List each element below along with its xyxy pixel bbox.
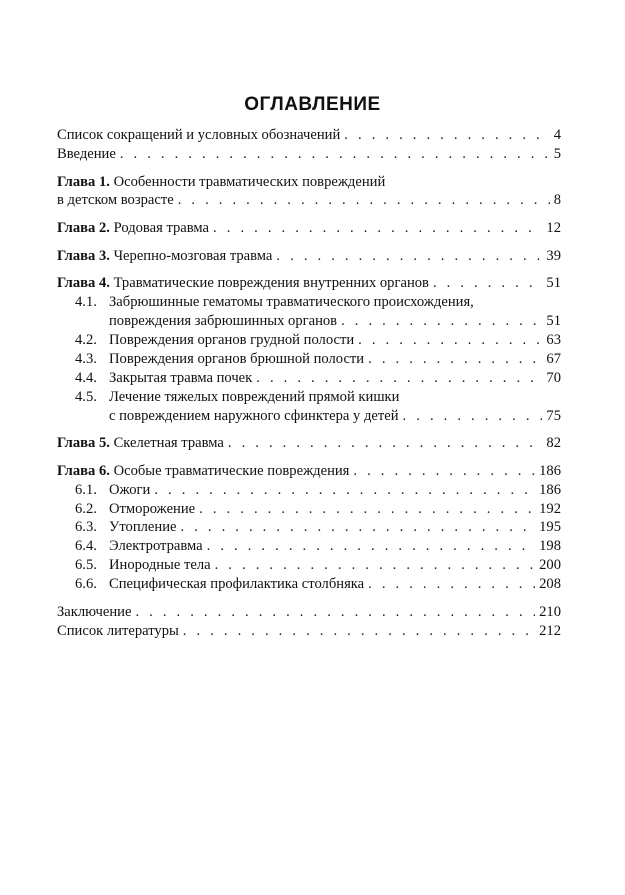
toc-entry-introduction[interactable] (57, 145, 561, 164)
toc-entry-section-6-3[interactable] (57, 518, 561, 537)
section-number: 4.1. (75, 294, 97, 311)
toc-entry-title: Утопление (109, 519, 177, 536)
section-number: 6.4. (75, 538, 97, 555)
toc-entry-title: Травматические повреждения внутренних органов (113, 275, 429, 292)
dot-leader (183, 622, 535, 641)
toc-entry-title: Список литературы (57, 622, 179, 639)
toc-entry-title: Скелетная травма (113, 435, 224, 452)
toc-entry-abbreviations[interactable] (57, 126, 561, 145)
chapter-label: Глава 6. (57, 462, 110, 479)
toc-entry-title: Черепно-мозговая травма (113, 247, 273, 264)
chapter-label: Глава 3. (57, 247, 110, 264)
toc-entry-title: Список сокращений и условных обозначений (57, 127, 341, 143)
section-number: 4.2. (75, 331, 97, 348)
toc-entry-title: Родовая травма (113, 220, 210, 236)
toc-entry-title-continued: в детском возрасте (57, 192, 174, 209)
section-number: 6.1. (75, 481, 97, 498)
toc-page-number: 51 (546, 313, 561, 329)
dot-leader (180, 518, 535, 537)
toc-page-number: 192 (539, 500, 561, 517)
toc-page-number: 200 (539, 557, 561, 574)
toc-entry-title: Введение (57, 145, 116, 162)
toc-entry-section-6-2[interactable] (57, 500, 561, 519)
toc-page-number: 195 (539, 519, 561, 536)
dot-leader (433, 274, 542, 293)
toc-entry-title: Электротравма (109, 538, 203, 555)
dot-leader (215, 556, 536, 575)
dot-leader (120, 145, 550, 164)
dot-leader (154, 481, 535, 500)
toc-entry-conclusion[interactable] (57, 603, 561, 622)
page-title: ОГЛАВЛЕНИЕ (244, 94, 381, 115)
toc-entry-title: Заключение (57, 603, 132, 620)
toc-entry-title-continued: с повреждением наружного сфинктера у детей (109, 407, 399, 424)
toc-page-number: 8 (553, 192, 561, 209)
toc-entry-section-4-2[interactable] (57, 331, 561, 350)
dot-leader (213, 219, 542, 238)
dot-leader (344, 126, 549, 145)
dot-leader (341, 312, 542, 331)
toc-page-number: 67 (546, 350, 561, 367)
section-number: 4.3. (75, 350, 97, 367)
chapter-label: Глава 2. (57, 220, 110, 236)
section-number: 6.6. (75, 576, 97, 593)
toc-page-number: 12 (546, 220, 561, 236)
toc-entry-title: Специфическая профилактика столбняка (109, 576, 365, 593)
toc-page-number: 212 (539, 622, 561, 639)
toc-page-number: 5 (553, 145, 561, 162)
toc-entry-title: Отморожение (109, 500, 196, 517)
toc-page-number: 39 (546, 247, 561, 264)
table-of-contents (57, 126, 561, 641)
section-number: 4.5. (75, 388, 97, 405)
toc-entry-section-4-5[interactable] (57, 388, 561, 426)
chapter-label: Глава 1. (57, 173, 110, 190)
dot-leader (207, 537, 535, 556)
toc-page-number: 75 (546, 407, 561, 424)
toc-page-number: 63 (546, 331, 561, 348)
toc-entry-chapter-2[interactable] (57, 219, 561, 238)
dot-leader (353, 462, 535, 481)
toc-entry-title: Закрытая травма почек (109, 369, 253, 386)
toc-entry-section-4-4[interactable] (57, 369, 561, 388)
toc-entry-title: Лечение тяжелых повреждений прямой кишки (109, 388, 400, 405)
toc-entry-title: Особые травматические повреждения (113, 462, 350, 479)
toc-page-number: 208 (539, 576, 561, 593)
toc-entry-title: Повреждения органов грудной полости (109, 331, 355, 348)
section-number: 6.5. (75, 557, 97, 574)
toc-entry-title-continued: повреждения забрюшинных органов (109, 313, 338, 329)
toc-entry-section-6-6[interactable] (57, 575, 561, 594)
toc-entry-section-4-3[interactable] (57, 350, 561, 369)
toc-entry-chapter-5[interactable] (57, 434, 561, 453)
toc-page-number: 4 (553, 127, 561, 143)
dot-leader (368, 350, 542, 369)
toc-page-number: 70 (546, 369, 561, 386)
toc-entry-title: Повреждения органов брюшной полости (109, 350, 365, 367)
toc-entry-title: Особенности травматических повреждений (113, 173, 386, 190)
section-number: 6.2. (75, 500, 97, 517)
chapter-label: Глава 4. (57, 275, 110, 292)
toc-entry-section-6-4[interactable] (57, 537, 561, 556)
toc-entry-title: Инородные тела (109, 557, 211, 574)
toc-entry-chapter-4[interactable] (57, 274, 561, 293)
toc-entry-references[interactable] (57, 622, 561, 641)
toc-entry-section-6-5[interactable] (57, 556, 561, 575)
toc-entry-section-6-1[interactable] (57, 481, 561, 500)
toc-entry-title: Ожоги (109, 481, 151, 498)
toc-entry-chapter-1[interactable] (57, 173, 561, 211)
dot-leader (368, 575, 535, 594)
toc-entry-chapter-6[interactable] (57, 462, 561, 481)
dot-leader (276, 247, 542, 266)
toc-page-number: 186 (539, 462, 561, 479)
toc-page-number: 82 (546, 435, 561, 452)
toc-page-number: 51 (546, 275, 561, 292)
toc-entry-title: Забрюшинные гематомы травматического происхождения, (109, 294, 474, 311)
dot-leader (403, 407, 543, 426)
dot-leader (178, 191, 550, 210)
toc-page-number: 198 (539, 538, 561, 555)
toc-page-number: 210 (539, 603, 561, 620)
toc-entry-chapter-3[interactable] (57, 247, 561, 266)
dot-leader (199, 500, 535, 519)
chapter-label: Глава 5. (57, 435, 110, 452)
section-number: 4.4. (75, 369, 97, 386)
dot-leader (228, 434, 543, 453)
dot-leader (358, 331, 542, 350)
toc-entry-section-4-1[interactable] (57, 293, 561, 331)
dot-leader (256, 369, 542, 388)
dot-leader (135, 603, 535, 622)
section-number: 6.3. (75, 519, 97, 536)
toc-page-number: 186 (539, 481, 561, 498)
